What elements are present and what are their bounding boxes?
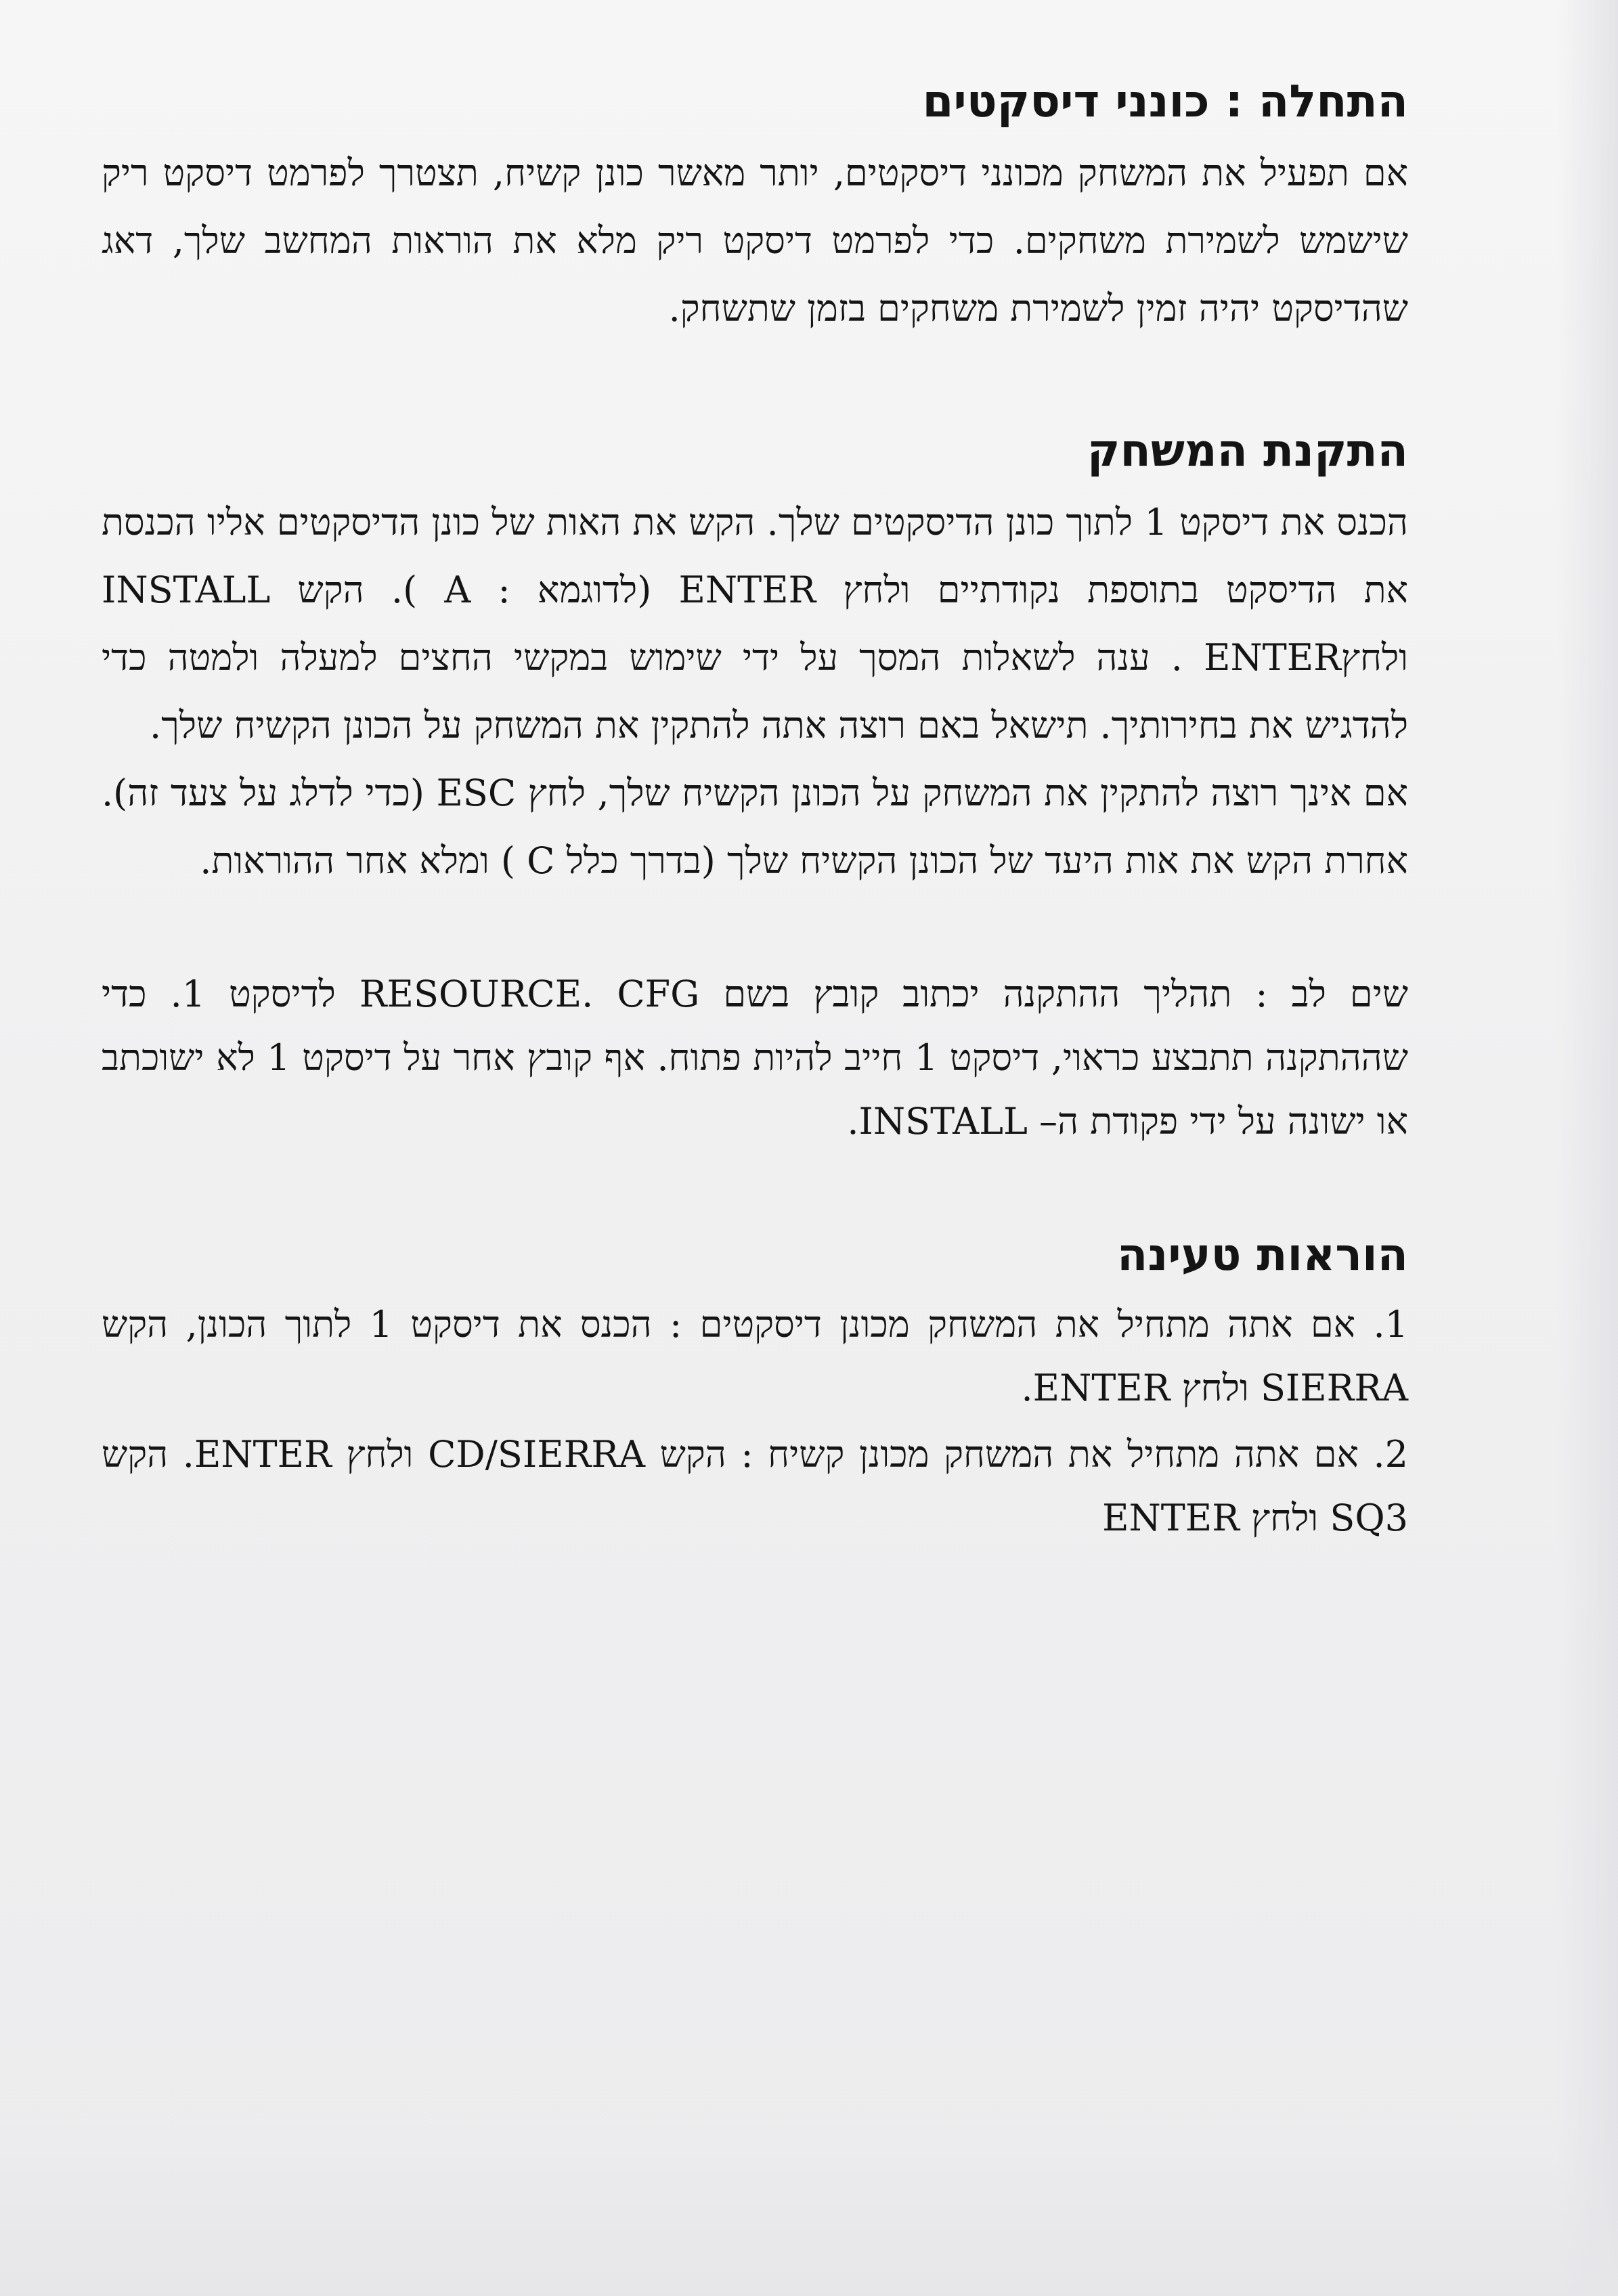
section-loading (102, 1221, 1408, 1550)
paragraph-install-2: אם אינך רוצה להתקין את המשחק על הכונן הקשיח שלך, לחץ ESC (כדי לדלג על צעד זה). אחרת הקש את אות היעד של הכונן הקשיח שלך (בדרך כלל C ) ומלא אחר ההוראות. (102, 772, 1408, 882)
paragraph-start: אם תפעיל את המשחק מכונני דיסקטים, יותר מאשר כונן קשיח, תצטרך לפרמט דיסקט ריק שישמש לשמירת משחקים. כדי לפרמט דיסקט ריק מלא את הוראות המחשב שלך, דאג שהדיסקט יהיה זמין לשמירת משחקים בזמן שתשחק. (102, 152, 1408, 330)
page-edge-shadow (1557, 0, 1618, 2296)
spacer (102, 1153, 1408, 1221)
heading-install: התקנת המשחק (1087, 424, 1408, 477)
section-note (102, 963, 1408, 1153)
section-start (102, 68, 1408, 343)
spacer (102, 343, 1408, 417)
heading-start: התחלה : כונני דיסקטים (922, 75, 1408, 127)
paragraph-install-1: הכנס את דיסקט 1 לתוך כונן הדיסקטים שלך. הקש את האות של כונן הדיסקטים אליו הכנסת את הדיסקט בתוספת נקודתיים ולחץ ENTER (לדוגמא : A ). הקש INSTALL ולחץENTER . ענה לשאלות המסך על ידי שימוש במקשי החצים למעלה ולמטה כדי להדגיש את בחירותיך. תישאל באם רוצה אתה להתקין את המשחק על הכונן הקשיח שלך. (102, 501, 1408, 747)
list-item: 2. אם אתה מתחיל את המשחק מכונן קשיח : הקש CD/SIERRA ולחץ ENTER. הקש SQ3 ולחץ ENTER (102, 1433, 1409, 1539)
heading-loading: הוראות טעינה (1117, 1229, 1408, 1281)
paragraph-note: שים לב : תהליך ההתקנה יכתוב קובץ בשם RESOURCE. CFG לדיסקט 1. כדי שההתקנה תתבצע כראוי, דיסקט 1 חייב להיות פתוח. אף קובץ אחר על דיסקט 1 לא ישוכתב או ישונה על ידי פקודת ה– INSTALL. (102, 973, 1409, 1143)
page-bottom-shadow (0, 2120, 1618, 2296)
spacer (102, 895, 1408, 963)
section-install (102, 417, 1408, 895)
instruction-text (102, 68, 1408, 1550)
list-item: 1. אם אתה מתחיל את המשחק מכונן דיסקטים : הכנס את דיסקט 1 לתוך הכונן, הקש SIERRA ולחץ ENTER. (102, 1303, 1408, 1409)
